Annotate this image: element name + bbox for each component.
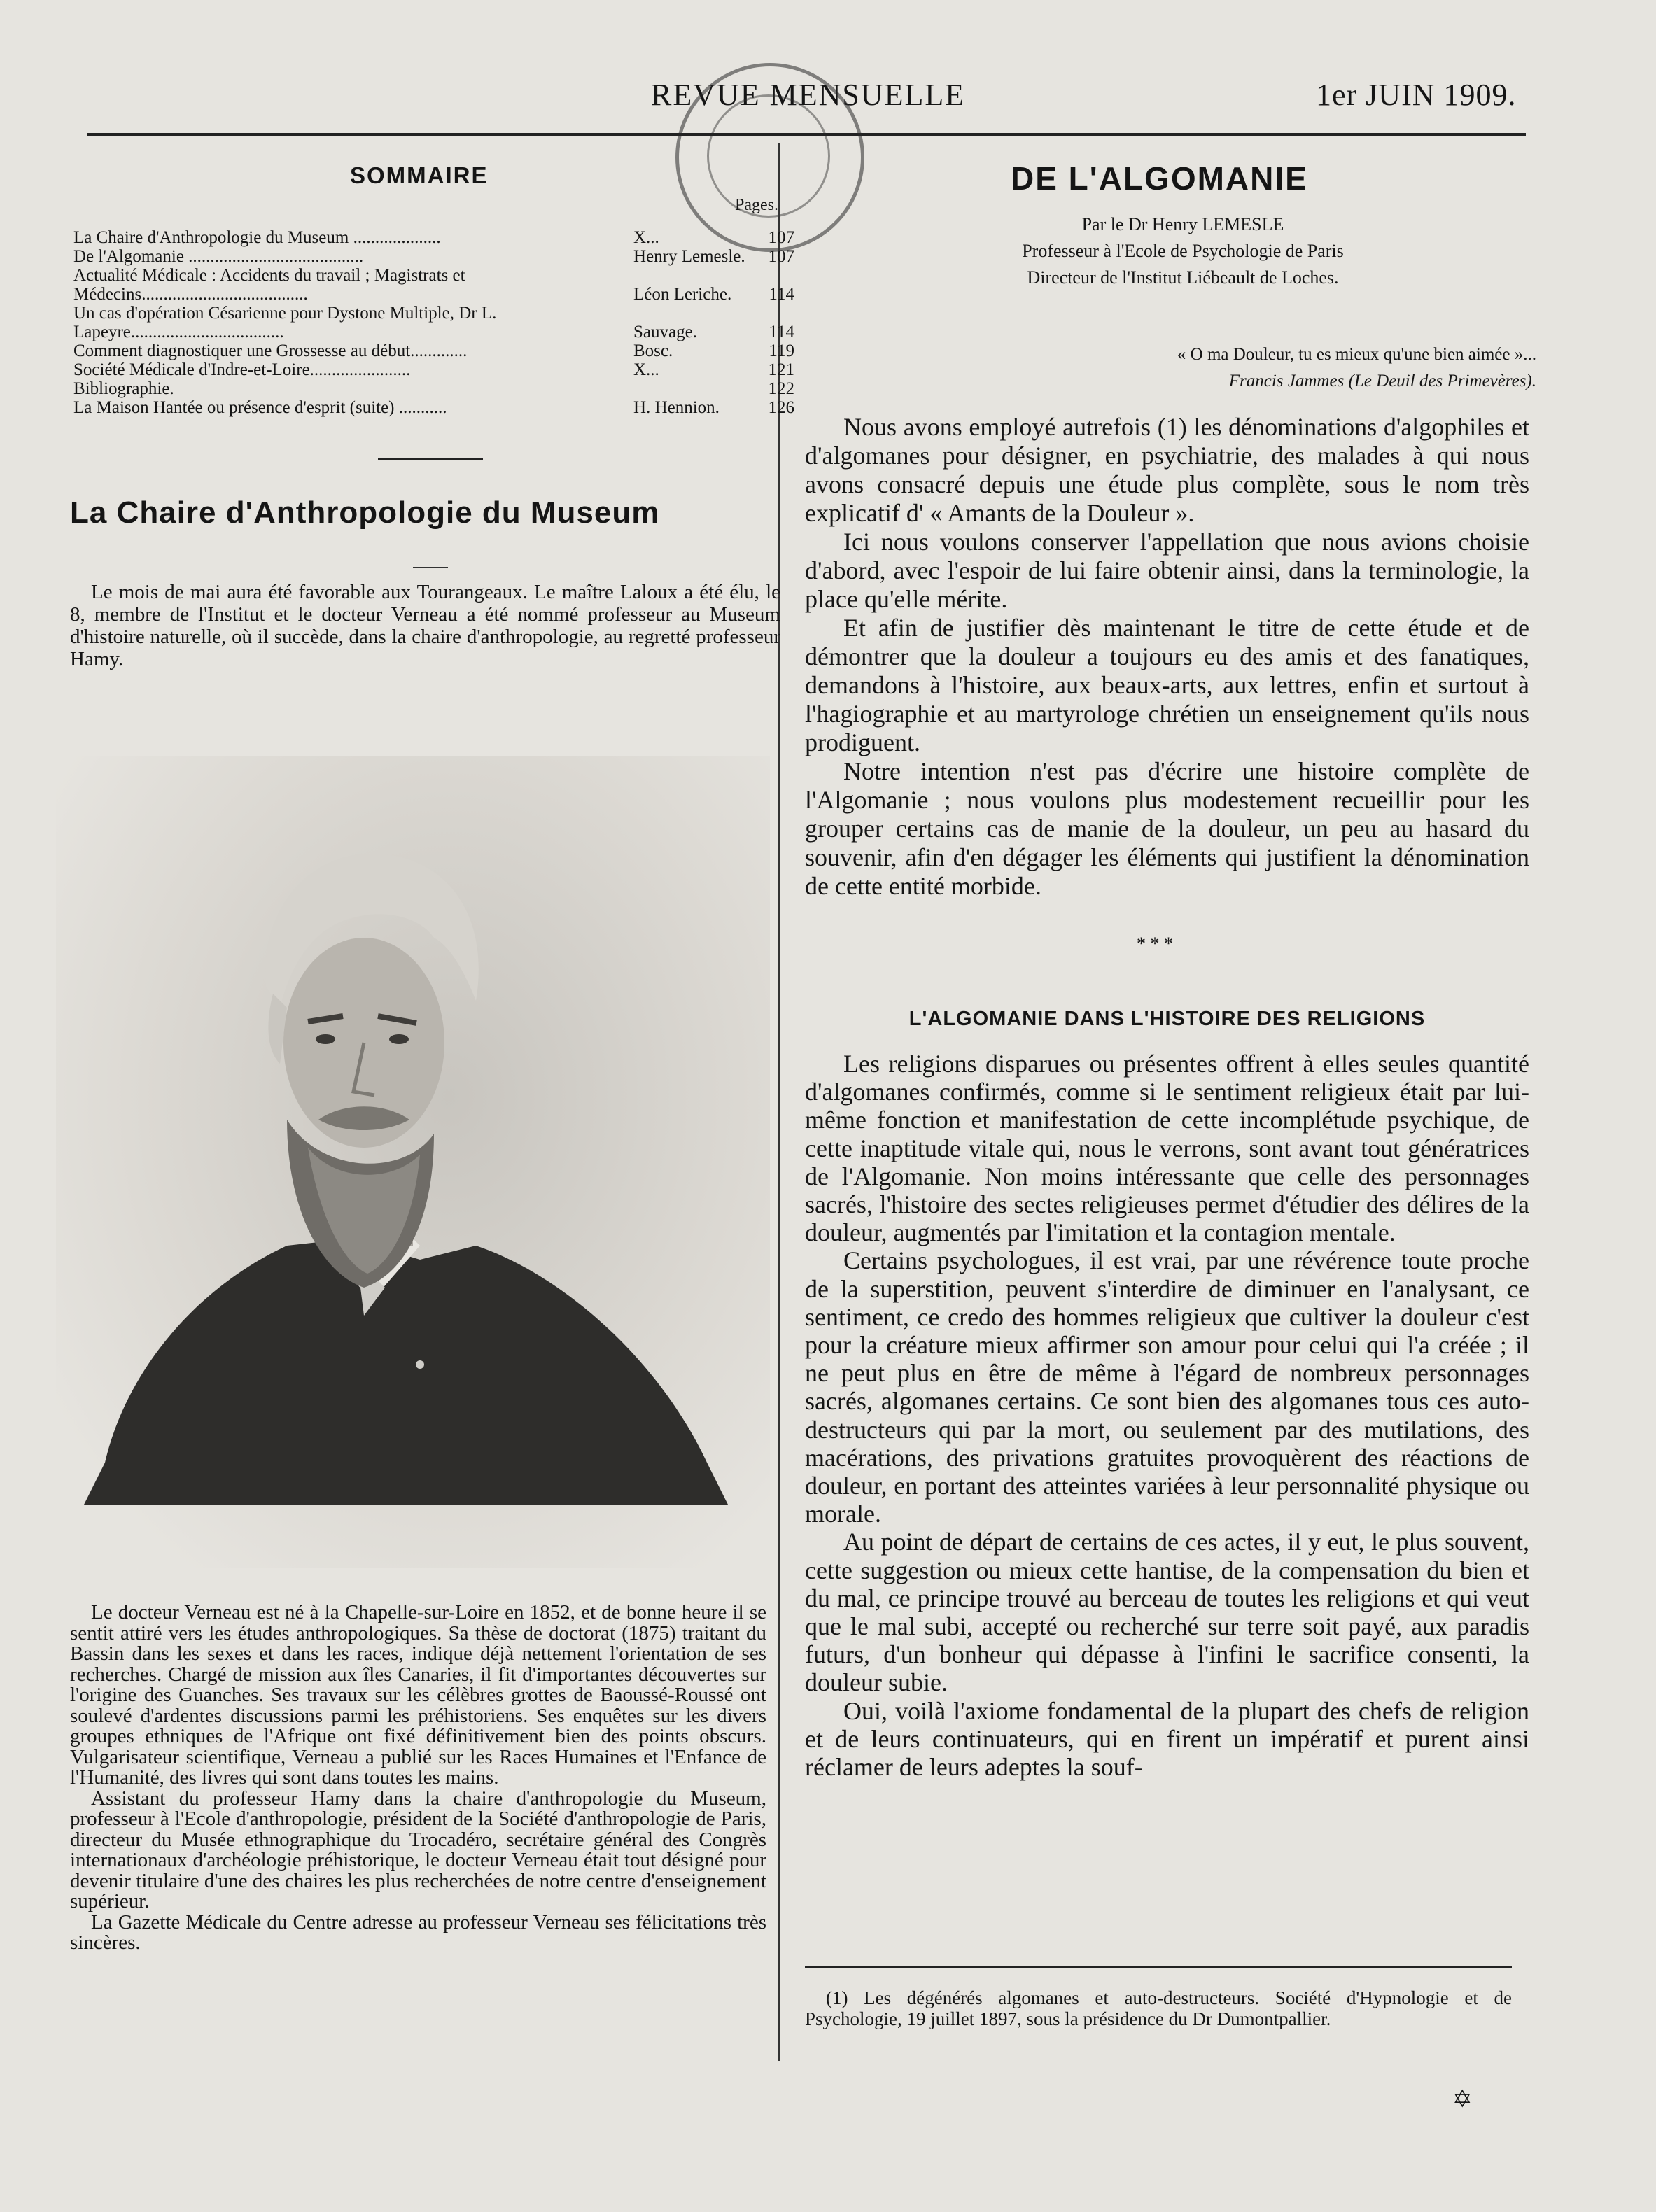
sommaire-entry	[73, 247, 794, 266]
byline-line: Professeur à l'Ecole de Psychologie de Paris	[1022, 241, 1344, 261]
sommaire-entry-title: Bibliographie.	[73, 379, 174, 398]
journal-title: REVUE MENSUELLE	[651, 78, 966, 112]
body-paragraph: Certains psychologues, il est vrai, par une révérence toute proche de la superstition, peuvent s'interdire de diminuer en l'analysant, ce sentiment, ce credo des hommes religieux que cultiver la douleur c'est pour la créature mieux affirmer son amour pour celui qui l'a créée ; il ne peut plus en être de même à l'égard de nombreux personnages sacrés, algomanes certains. Ce sont bien des algomanes tous ces auto-destructeurs qui par la mort, ou seulement par des mutilations, des macérations, des privations gratuites provoquèrent des réactions de douleur, en portant des atteintes variées à leur personnalité physique ou morale.	[805, 1246, 1529, 1528]
body-paragraph: Le docteur Verneau est né à la Chapelle-sur-Loire en 1852, et de bonne heure il se sentit attiré vers les études anthropologiques. Sa thèse de doctorat (1875) traitant du Bassin dans les sexes et dans les races, indique déjà nettement l'orientation de ses recherches. Chargé de mission aux îles Canaries, il fit d'importantes découvertes sur l'origine des Guanches. Ses travaux sur les célèbres grottes de Baoussé-Roussé ont soulevé d'ardentes discussions parmi les préhistoriens. Ses enquêtes sur les divers groupes ethniques de l'Afrique ont fixé définitivement bien des points obscurs. Vulgarisateur scientifique, Verneau a publié sur les Races Humaines et l'Enfance de l'Humanité, des livres qui sont dans toutes les mains.	[70, 1601, 766, 1789]
page-ornament: ✡	[1452, 2087, 1473, 2113]
sommaire-entry	[73, 398, 794, 417]
footnote-rule	[805, 1966, 1512, 1968]
sommaire-entry	[73, 341, 794, 360]
sommaire-entry-title: Actualité Médicale : Accidents du travail ; Magistrats et Médecins......................................	[73, 266, 465, 304]
sommaire-entry-author: Sauvage.	[633, 323, 697, 341]
byline-line: Directeur de l'Institut Liébeault de Loches.	[1027, 267, 1339, 288]
body-paragraph: Nous avons employé autrefois (1) les dénominations d'algophiles et d'algomanes pour désigner, en psychiatrie, des malades à qui nous avons consacré depuis une étude plus complète, sous le nom très explicatif d' « Amants de la Douleur ».	[805, 413, 1529, 527]
sommaire-entry-page: 114	[769, 323, 794, 341]
sommaire-entry-author: X...	[633, 360, 659, 379]
body-paragraph: Oui, voilà l'axiome fondamental de la plupart des chefs de religion et de leurs continuateurs, qui en firent un impératif et purent ainsi réclamer de leurs adeptes la souf-	[805, 1696, 1529, 1782]
sommaire-entry-title: De l'Algomanie ........................................	[73, 247, 364, 266]
chaire-article-title: La Chaire d'Anthropologie du Museum	[70, 495, 660, 530]
algomanie-article-title: DE L'ALGOMANIE	[1011, 160, 1308, 197]
body-paragraph: Notre intention n'est pas d'écrire une histoire complète de l'Algomanie ; nous voulons plus modestement recueillir pour les grouper certains cas de manie de la douleur, un peu au hasard du souvenir, afin d'en dégager les éléments qui justifient la dénomination de cette entité morbide.	[805, 757, 1529, 900]
sommaire-entry-page: 121	[768, 360, 794, 379]
sommaire-entry	[73, 266, 794, 304]
sommaire-entry	[73, 304, 794, 341]
body-paragraph: Au point de départ de certains de ces actes, il y eut, le plus souvent, cette suggestion ou mieux cette hantise, de la compensation du bien et du mal, ce principe trouvé au berceau de toutes les religions et qui veut que le mal subi, accepté ou recherché sur terre soit payé, aux paradis futurs, d'un bonheur qui dépasse à l'infini le sacrifice consenti, la douleur subie.	[805, 1528, 1529, 1697]
epigraph-quote: « O ma Douleur, tu es mieux qu'une bien aimée »...	[1177, 345, 1536, 364]
sommaire-entry	[73, 360, 794, 379]
portrait-illustration	[56, 756, 770, 1568]
body-paragraph: Les religions disparues ou présentes offrent à elles seules quantité d'algomanes confirmés, comme si le sentiment religieux était par lui-même fonction et manifestation de cette incomplétude psychique, de cette inaptitude vitale qui, nous le verrons, sont avant tout génératrices de l'Algomanie. Non moins intéressante que celle des personnages sacrés, l'histoire des sectes religieuses permet d'étudier des délires de la douleur, augmentés par l'imitation et la contagion mentale.	[805, 1050, 1529, 1247]
body-paragraph: La Gazette Médicale du Centre adresse au professeur Verneau ses félicitations très sincères.	[70, 1910, 766, 1954]
sommaire-table	[73, 228, 794, 417]
sommaire-entry-page: 122	[768, 379, 794, 398]
body-paragraph: Et afin de justifier dès maintenant le titre de cette étude et de démontrer que la douleur a toujours eu des amis et des fanatiques, demandons à l'histoire, aux beaux-arts, aux lettres, enfin et surtout à l'hagiographie et au martyrologe chrétien un enseignement qu'ils nous prodiguent.	[805, 614, 1529, 756]
sommaire-entry-title: Société Médicale d'Indre-et-Loire.......................	[73, 360, 411, 379]
sommaire-entry-page: 107	[768, 228, 794, 247]
sommaire-entry-page: 107	[768, 247, 794, 266]
sommaire-entry	[73, 228, 794, 247]
sommaire-entry-author: H. Hennion.	[633, 398, 720, 417]
column-divider	[778, 143, 780, 2061]
sommaire-entry-title: La Chaire d'Anthropologie du Museum ....................	[73, 228, 441, 247]
byline-line: Par le Dr Henry LEMESLE	[1081, 214, 1284, 234]
sommaire-entry-author: Léon Leriche.	[633, 285, 732, 304]
issue-date: 1er JUIN 1909.	[1316, 78, 1517, 112]
sommaire-entry-author: Henry Lemesle.	[633, 247, 745, 266]
sommaire-entry-author: X...	[633, 228, 659, 247]
title-underline	[413, 567, 448, 568]
asterism-divider: * * *	[1137, 934, 1173, 954]
sommaire-title: SOMMAIRE	[350, 162, 489, 188]
algomanie-intro	[805, 413, 1529, 901]
sommaire-entry-title: Comment diagnostiquer une Grossesse au début.............	[73, 341, 468, 360]
body-paragraph: Ici nous voulons conserver l'appellation que nous avions choisie d'abord, avec l'espoir de lui faire obtenir ainsi, dans la terminologie, la place qu'elle mérite.	[805, 528, 1529, 613]
body-paragraph: Assistant du professeur Hamy dans la chaire d'anthropologie du Museum, professeur à l'Ecole d'anthropologie, président de la Société d'anthropologie de Paris, directeur du Musée ethnographique du Trocadéro, secrétaire général des Congrès internationaux d'archéologie préhistorique, le docteur Verneau était tout désigné pour devenir titulaire d'une des chaires les plus recherchées de notre centre d'enseignement supérieur.	[70, 1787, 766, 1912]
sommaire-entry-title: La Maison Hantée ou présence d'esprit (suite) ...........	[73, 398, 447, 417]
sommaire-entry	[73, 379, 794, 398]
verneau-biography	[70, 1602, 766, 1954]
author-byline	[805, 211, 1561, 291]
section-divider	[378, 458, 483, 460]
chaire-intro: Le mois de mai aura été favorable aux Tourangeaux. Le maître Laloux a été élu, le 8, membre de l'Institut et le docteur Verneau a été nommé professeur au Museum d'histoire naturelle, où il succède, dans la chaire d'anthropologie, au regretté professeur Hamy.	[70, 581, 780, 670]
epigraph-source: Francis Jammes (Le Deuil des Primevères).	[1228, 372, 1536, 390]
epigraph	[805, 341, 1536, 395]
section-heading: L'ALGOMANIE DANS L'HISTOIRE DES RELIGIONS	[908, 1008, 1426, 1030]
sommaire-entry-author: Bosc.	[633, 341, 673, 360]
algomanie-religions-section	[805, 1050, 1529, 1781]
sommaire-entry-page: 114	[769, 285, 794, 304]
footnote: (1) Les dégénérés algomanes et auto-destructeurs. Société d'Hypnologie et de Psychologie, 19 juillet 1897, sous la présidence du Dr Dumontpallier.	[805, 1987, 1512, 2029]
sommaire-entry-title: Un cas d'opération Césarienne pour Dystone Multiple, Dr L. Lapeyre...................................	[73, 304, 497, 341]
sommaire-entry-page: 126	[768, 398, 794, 417]
portrait-photo	[56, 756, 770, 1568]
sommaire-entry-page: 119	[769, 341, 794, 360]
sommaire-pages-label: Pages.	[735, 196, 778, 214]
